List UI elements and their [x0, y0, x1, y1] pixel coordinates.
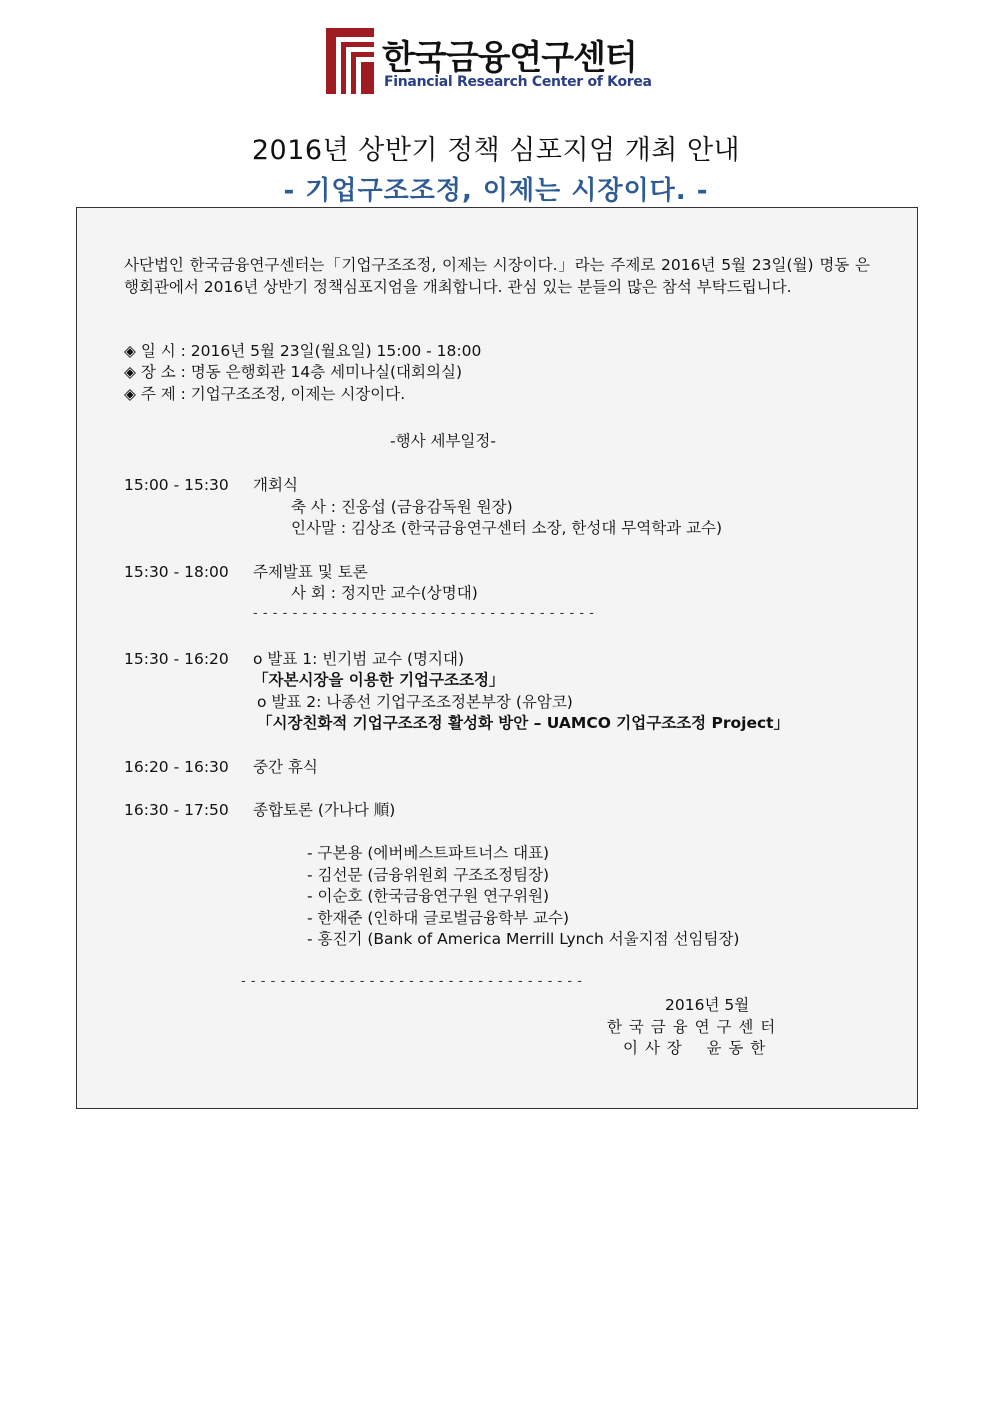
notice-box: [76, 207, 918, 1109]
session-1-time: 15:00 - 15:30: [124, 476, 229, 494]
page-title: 2016년 상반기 정책 심포지엄 개최 안내: [251, 135, 741, 166]
session-separator: -----------------------------------: [253, 606, 600, 621]
org-name-en: Financial Research Center of Korea: [384, 74, 652, 90]
session-2-moderator: 사 회 : 정지만 교수(상명대): [291, 584, 478, 602]
presentation-2-title: 「시장친화적 기업구조조정 활성화 방안 – UAMCO 기업구조조정 Project」: [257, 714, 790, 732]
session-3-time: 15:30 - 16:20: [124, 650, 229, 668]
panelist-item: - 이순호 (한국금융연구원 연구위원): [307, 887, 550, 905]
presentation-1-title: 「자본시장을 이용한 기업구조조정」: [253, 671, 505, 689]
footer-signer: 이 사 장 윤 동 한: [623, 1039, 767, 1057]
org-name-kr: 한국금융연구센터: [382, 38, 637, 78]
session-1-title: 개회식: [253, 476, 298, 494]
session-5-title: 종합토론 (가나다 順): [253, 801, 396, 819]
presentation-2: o 발표 2: 나종선 기업구조조정본부장 (유암코): [257, 693, 573, 711]
info-topic: ◈ 주 제 : 기업구조조정, 이제는 시장이다.: [124, 385, 406, 403]
panelist-item: - 구본용 (에버베스트파트너스 대표): [307, 844, 550, 862]
schedule-heading: -행사 세부일정-: [390, 432, 496, 450]
intro-paragraph: 사단법인 한국금융연구센터는「기업구조조정, 이제는 시장이다.」라는 주제로 2016년 5월 23일(월) 명동 은행회관에서 2016년 상반기 정책심포지엄을 개최합니다. 관심 있는 분들의 많은 참석 부탁드립니다.: [124, 256, 870, 296]
session-4-time: 16:20 - 16:30: [124, 758, 229, 776]
panelist-item: - 김선문 (금융위원회 구조조정팀장): [307, 866, 550, 884]
session-5-time: 16:30 - 17:50: [124, 801, 229, 819]
info-place: ◈ 장 소 : 명동 은행회관 14층 세미나실(대회의실): [124, 363, 462, 381]
info-date: ◈ 일 시 : 2016년 5월 23일(월요일) 15:00 - 18:00: [124, 342, 482, 360]
session-1-detail-congrats: 축 사 : 진웅섭 (금융감독원 원장): [291, 498, 513, 516]
session-2-title: 주제발표 및 토론: [253, 563, 368, 581]
footer-separator: -----------------------------------: [241, 974, 588, 989]
footer-date: 2016년 5월: [665, 996, 750, 1014]
panelist-item: - 홍진기 (Bank of America Merrill Lynch 서울지점 선임팀장): [307, 930, 740, 948]
page-subtitle: - 기업구조조정, 이제는 시장이다. -: [283, 176, 709, 206]
panelist-item: - 한재준 (인하대 글로벌금융학부 교수): [307, 909, 569, 927]
session-4-title: 중간 휴식: [253, 758, 318, 776]
session-1-detail-greeting: 인사말 : 김상조 (한국금융연구센터 소장, 한성대 무역학과 교수): [291, 519, 723, 537]
session-2-time: 15:30 - 18:00: [124, 563, 229, 581]
org-logo-mark-icon: [326, 28, 374, 94]
footer-org: 한 국 금 융 연 구 센 터: [607, 1018, 777, 1036]
org-logo: [326, 28, 652, 96]
presentation-1: o 발표 1: 빈기범 교수 (명지대): [253, 650, 465, 668]
